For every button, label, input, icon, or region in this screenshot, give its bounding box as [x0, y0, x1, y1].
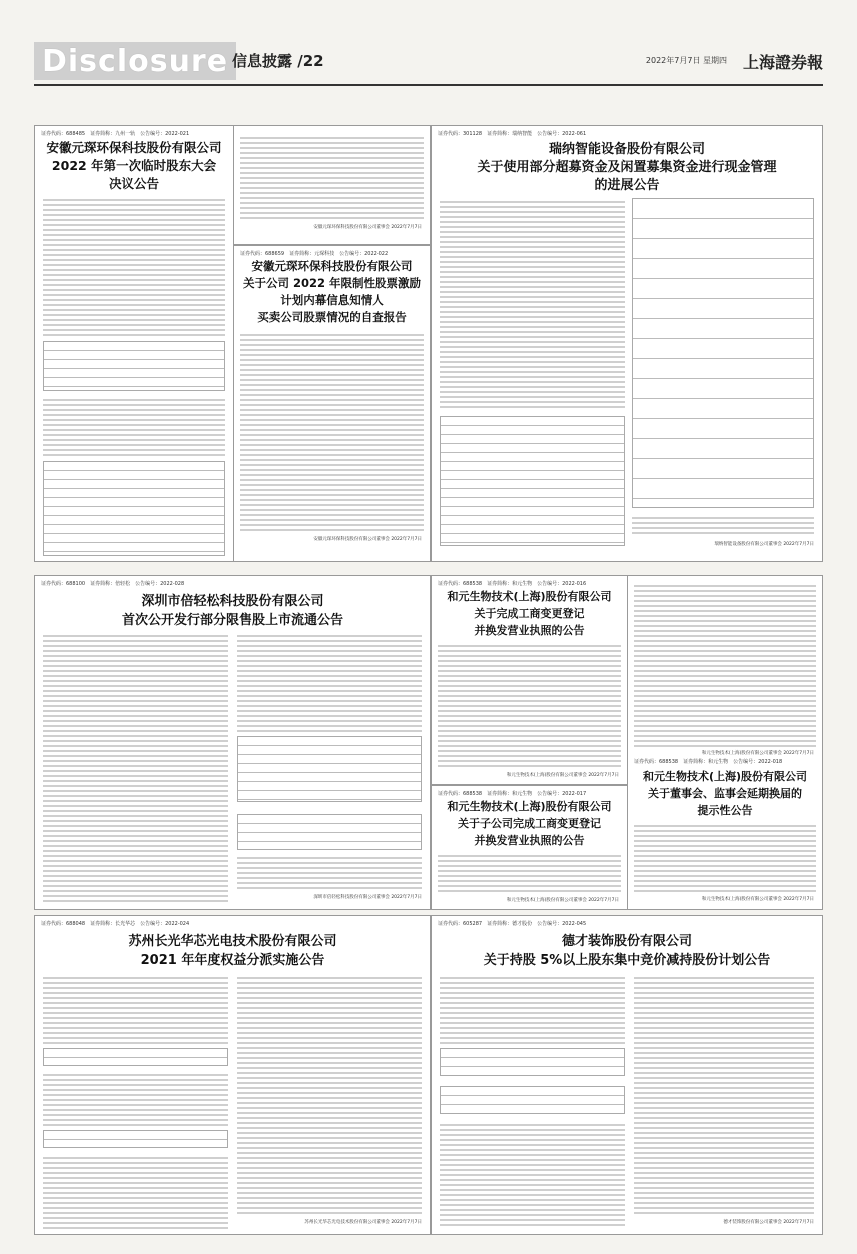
notice-signature: 德才装饰股份有限公司董事会 2022年7月7日 [723, 1220, 814, 1225]
vote-table [43, 461, 225, 556]
notice-body [634, 974, 814, 1214]
notice-title: 决议公告 [108, 176, 159, 191]
notice-body [438, 852, 621, 892]
notice-signature: 苏州长光华芯光电技术股份有限公司董事会 2022年7月7日 [304, 1220, 422, 1225]
notice-heyuan-subsidiary [431, 785, 628, 910]
notice-company: 安徽元琛环保科技股份有限公司 [251, 259, 413, 273]
notice-signature: 和元生物技术(上海)股份有限公司董事会 2022年7月7日 [506, 773, 619, 778]
notice-body [237, 632, 422, 732]
record-date-table [43, 1130, 228, 1148]
shareholding-table [440, 1086, 625, 1114]
notice-code: 证券代码：688538 证券简称：和元生物 公告编号：2022-018 [634, 759, 783, 765]
notice-body [634, 822, 816, 892]
notice-code: 证券代码：688659 证券简称：元琛科技 公告编号：2022-022 [240, 251, 389, 257]
vote-table [43, 341, 225, 391]
notice-title: 关于持股 5%以上股东集中竞价减持股份计划公告 [483, 953, 771, 968]
notice-title: 提示性公告 [697, 804, 753, 817]
notice-body [43, 396, 225, 456]
notice-body [440, 1121, 625, 1226]
notice-body [440, 198, 625, 408]
notice-body [632, 514, 814, 536]
section-title: 信息披露 /22 [232, 52, 324, 70]
header-rule [34, 84, 823, 86]
notice-heyuan-registration [431, 575, 628, 785]
notice-body [43, 1071, 228, 1126]
notice-body [43, 632, 228, 902]
notice-company: 和元生物技术(上海)股份有限公司 [447, 800, 612, 813]
notice-company: 和元生物技术(上海)股份有限公司 [447, 590, 612, 603]
notice-title: 2022 年第一次临时股东大会 [51, 158, 217, 173]
notice-signature: 安徽元琛环保科技股份有限公司董事会 2022年7月7日 [313, 225, 422, 230]
issue-date: 2022年7月7日 星期四 [645, 56, 727, 65]
notice-title: 关于子公司完成工商变更登记 [458, 817, 601, 830]
masthead [0, 0, 857, 88]
notice-body [237, 974, 422, 1214]
notice-body [438, 642, 621, 767]
notice-yuanchen-selfcheck [234, 245, 431, 562]
record-date-table [43, 1048, 228, 1066]
notice-title: 买卖公司股票情况的自查报告 [257, 310, 407, 324]
notice-code: 证券代码：688100 证券简称：倍轻松 公告编号：2022-028 [41, 581, 185, 587]
notice-body [43, 974, 228, 1044]
notice-title: 首次公开发行部分限售股上市流通公告 [121, 613, 343, 628]
notice-company: 深圳市倍轻松科技股份有限公司 [141, 594, 324, 609]
shareholding-table [440, 1048, 625, 1076]
notice-body [43, 1154, 228, 1229]
notice-title: 的进展公告 [594, 178, 660, 193]
notice-body [43, 196, 225, 336]
notice-code: 证券代码：688538 证券简称：和元生物 公告编号：2022-016 [438, 581, 587, 587]
notice-signature: 和元生物技术(上海)股份有限公司董事会 2022年7月7日 [506, 898, 619, 903]
notice-signature: 瑞纳智能设备股份有限公司董事会 2022年7月7日 [714, 542, 814, 547]
paper-name: 上海證券報 [742, 53, 823, 72]
notice-heyuan-board-extension [628, 575, 823, 910]
notice-title: 2021 年年度权益分派实施公告 [140, 953, 325, 968]
notice-code: 证券代码：688538 证券简称：和元生物 公告编号：2022-017 [438, 791, 587, 797]
notice-yuanchen-agm [34, 125, 234, 562]
notice-changguang-dividend [34, 915, 431, 1235]
notice-body [240, 331, 424, 531]
notice-signature: 和元生物技术(上海)股份有限公司董事会 2022年7月7日 [701, 897, 814, 902]
notice-title: 关于使用部分超募资金及闲置募集资金进行现金管理 [477, 160, 777, 175]
notice-code: 证券代码：688048 证券简称：长光华芯 公告编号：2022-024 [41, 921, 190, 927]
notice-code: 证券代码：688485 证券简称：九州一轨 公告编号：2022-021 [41, 131, 190, 137]
notice-title: 并换发营业执照的公告 [474, 624, 585, 637]
notice-company: 瑞纳智能设备股份有限公司 [548, 142, 705, 157]
notice-title: 关于完成工商变更登记 [474, 607, 585, 620]
notice-decai-reduction [431, 915, 823, 1235]
product-table [632, 198, 814, 508]
notice-title: 关于董事会、监事会延期换届的 [648, 787, 802, 800]
notice-company: 德才装饰股份有限公司 [561, 934, 692, 949]
notice-ruina-cash-management [431, 125, 823, 562]
notice-company: 苏州长光华芯光电技术股份有限公司 [128, 934, 337, 949]
notice-beiqingsong-unlock [34, 575, 431, 910]
notice-code: 证券代码：605287 证券简称：德才股份 公告编号：2022-045 [438, 921, 587, 927]
product-table [440, 416, 625, 546]
shareholder-table [237, 736, 422, 802]
notice-body [440, 974, 625, 1044]
notice-title: 计划内幕信息知情人 [280, 293, 384, 307]
notice-body [634, 582, 816, 747]
brand-logo: Disclosure [34, 42, 236, 80]
notice-yuanchen-agm-continued [234, 125, 431, 245]
notice-title: 关于公司 2022 年限制性股票激励 [242, 276, 421, 290]
notice-body [240, 134, 424, 219]
shareholder-table [237, 814, 422, 850]
notice-signature: 安徽元琛环保科技股份有限公司董事会 2022年7月7日 [313, 537, 422, 542]
notice-signature: 深圳市倍轻松科技股份有限公司董事会 2022年7月7日 [313, 895, 422, 900]
notice-code: 证券代码：301128 证券简称：瑞纳智能 公告编号：2022-061 [438, 131, 587, 137]
notice-title: 并换发营业执照的公告 [474, 834, 585, 847]
notice-body [237, 854, 422, 890]
notice-company: 和元生物技术(上海)股份有限公司 [642, 770, 808, 783]
notice-company: 安徽元琛环保科技股份有限公司 [46, 140, 222, 155]
notice-signature: 和元生物技术(上海)股份有限公司董事会 2022年7月7日 [701, 751, 814, 756]
